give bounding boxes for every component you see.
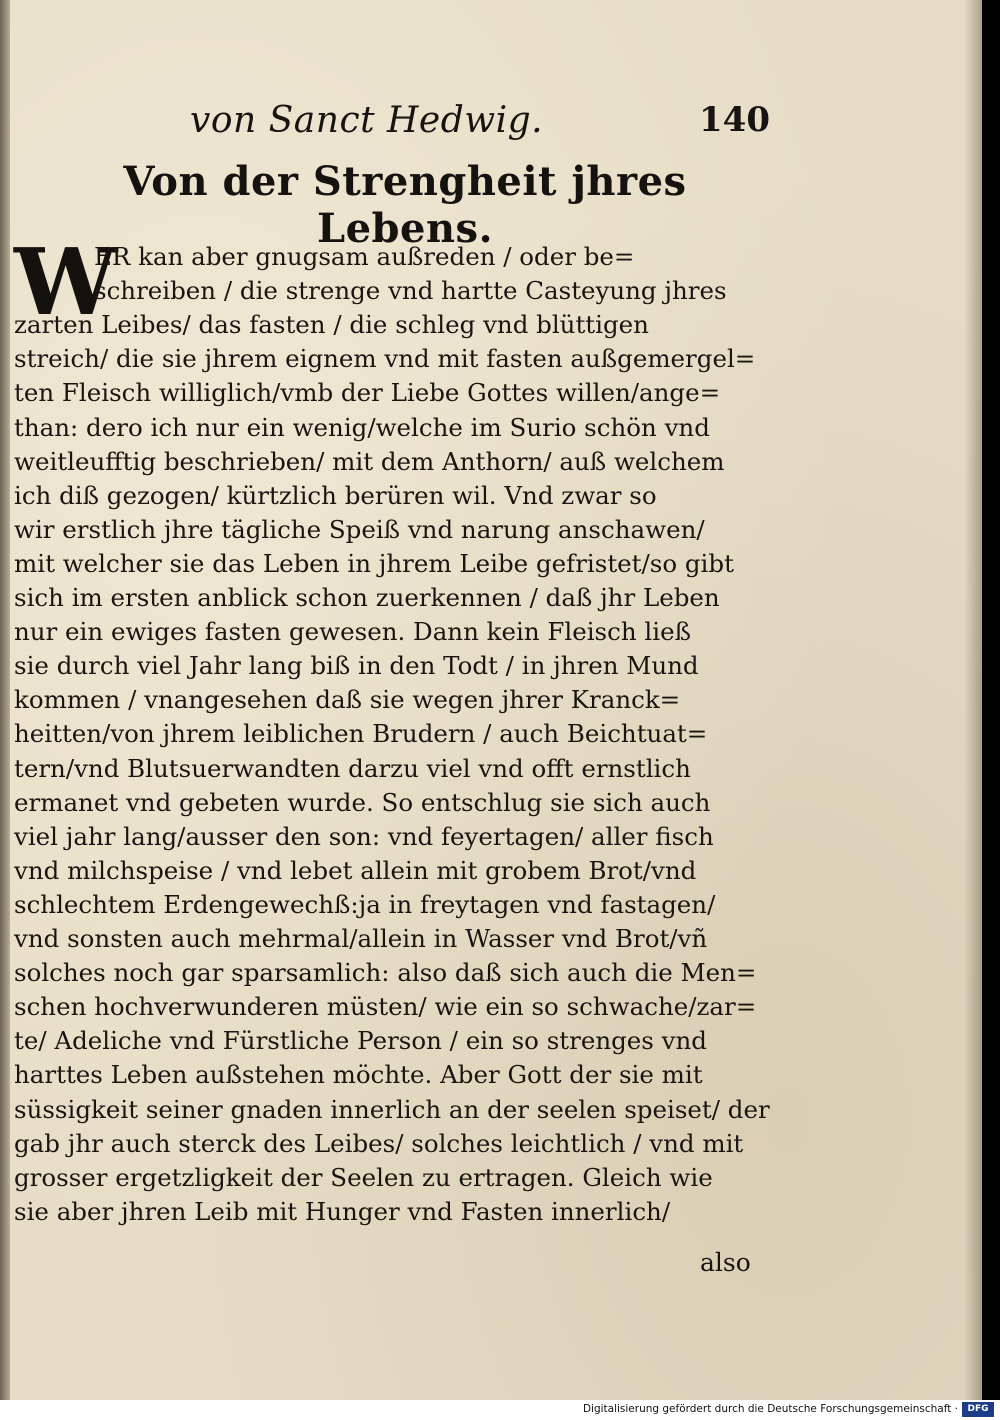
running-head: von Sanct Hedwig. — [190, 100, 544, 141]
text-line: kommen / vnangesehen daß sie wegen jhrer Kranck= — [14, 685, 681, 715]
footer-bar — [0, 1400, 1000, 1420]
text-line: vnd sonsten auch mehrmal/allein in Wasser vnd Brot/vñ — [14, 924, 708, 953]
text-line: zarten Leibes/ das fasten / die schleg vnd blüttigen — [14, 310, 649, 340]
text-line: mit welcher sie das Leben in jhrem Leibe gefristet/so gibt — [14, 548, 734, 578]
text-line: schen hochverwunderen müsten/ wie ein so schwache/zar= — [14, 992, 757, 1022]
text-line: gab jhr auch sterck des Leibes/ solches leichtlich / vnd mit — [14, 1128, 744, 1158]
text-line: tern/vnd Blutsuerwandten darzu viel vnd offt ernstlich — [14, 753, 691, 783]
text-line: sich im ersten anblick schon zuerkennen / daß jhr Leben — [14, 583, 720, 612]
book-page — [10, 0, 982, 1400]
text-line: weitleufftig beschrieben/ mit dem Anthorn/ auß welchem — [14, 446, 725, 476]
catchword: also — [700, 1248, 751, 1277]
text-line: harttes Leben außstehen möchte. Aber Gott der sie mit — [14, 1060, 703, 1090]
text-line: te/ Adeliche vnd Fürstliche Person / ein so strenges vnd — [14, 1026, 707, 1056]
text-line: viel jahr lang/ausser den son: vnd feyertagen/ aller fisch — [14, 821, 714, 851]
text-line: sie aber jhren Leib mit Hunger vnd Fasten innerlich/ — [14, 1196, 671, 1226]
text-line: vnd milchspeise / vnd lebet allein mit grobem Brot/vnd — [14, 855, 697, 885]
dfg-logo: DFG — [962, 1402, 994, 1417]
text-line: ER kan aber gnugsam außreden / oder be= — [94, 242, 635, 271]
text-line: sie durch viel Jahr lang biß in den Todt / in jhren Mund — [14, 651, 699, 681]
text-line: grosser ergetzligkeit der Seelen zu ertragen. Gleich wie — [14, 1162, 713, 1192]
text-line: ermanet vnd gebeten wurde. So entschlug sie sich auch — [14, 787, 711, 817]
scan-left-edge — [0, 0, 10, 1400]
text-line: than: dero ich nur ein wenig/welche im Surio schön vnd — [14, 412, 710, 442]
drop-initial: W — [14, 228, 118, 336]
text-line: wir erstlich jhre tägliche Speiß vnd narung anschawen/ — [14, 514, 705, 544]
text-line: heitten/von jhrem leiblichen Brudern / auch Beichtuat= — [14, 719, 708, 749]
funding-notice: Digitalisierung gefördert durch die Deutsche Forschungsgemeinschaft · — [582, 1403, 958, 1415]
chapter-title: Von der Strengheit jhres Lebens. — [123, 158, 687, 252]
page-header — [190, 100, 770, 150]
text-line: schreiben / die strenge vnd hartte Casteyung jhres — [94, 276, 727, 306]
text-line: ten Fleisch williglich/vmb der Liebe Gottes willen/ange= — [14, 378, 721, 408]
text-line: nur ein ewiges fasten gewesen. Dann kein Fleisch ließ — [14, 617, 691, 647]
page-gutter-shadow — [964, 0, 982, 1400]
text-line: süssigkeit seiner gnaden innerlich an der seelen speiset/ der — [14, 1094, 770, 1124]
text-line: streich/ die sie jhrem eignem vnd mit fasten außgemergel= — [14, 344, 756, 374]
text-line: solches noch gar sparsamlich: also daß sich auch die Men= — [14, 958, 757, 988]
text-line: ich diß gezogen/ kürtzlich berüren wil. Vnd zwar so — [14, 480, 657, 510]
page-number: 140 — [699, 100, 770, 140]
text-line: schlechtem Erdengewechß:ja in freytagen vnd fastagen/ — [14, 889, 716, 919]
